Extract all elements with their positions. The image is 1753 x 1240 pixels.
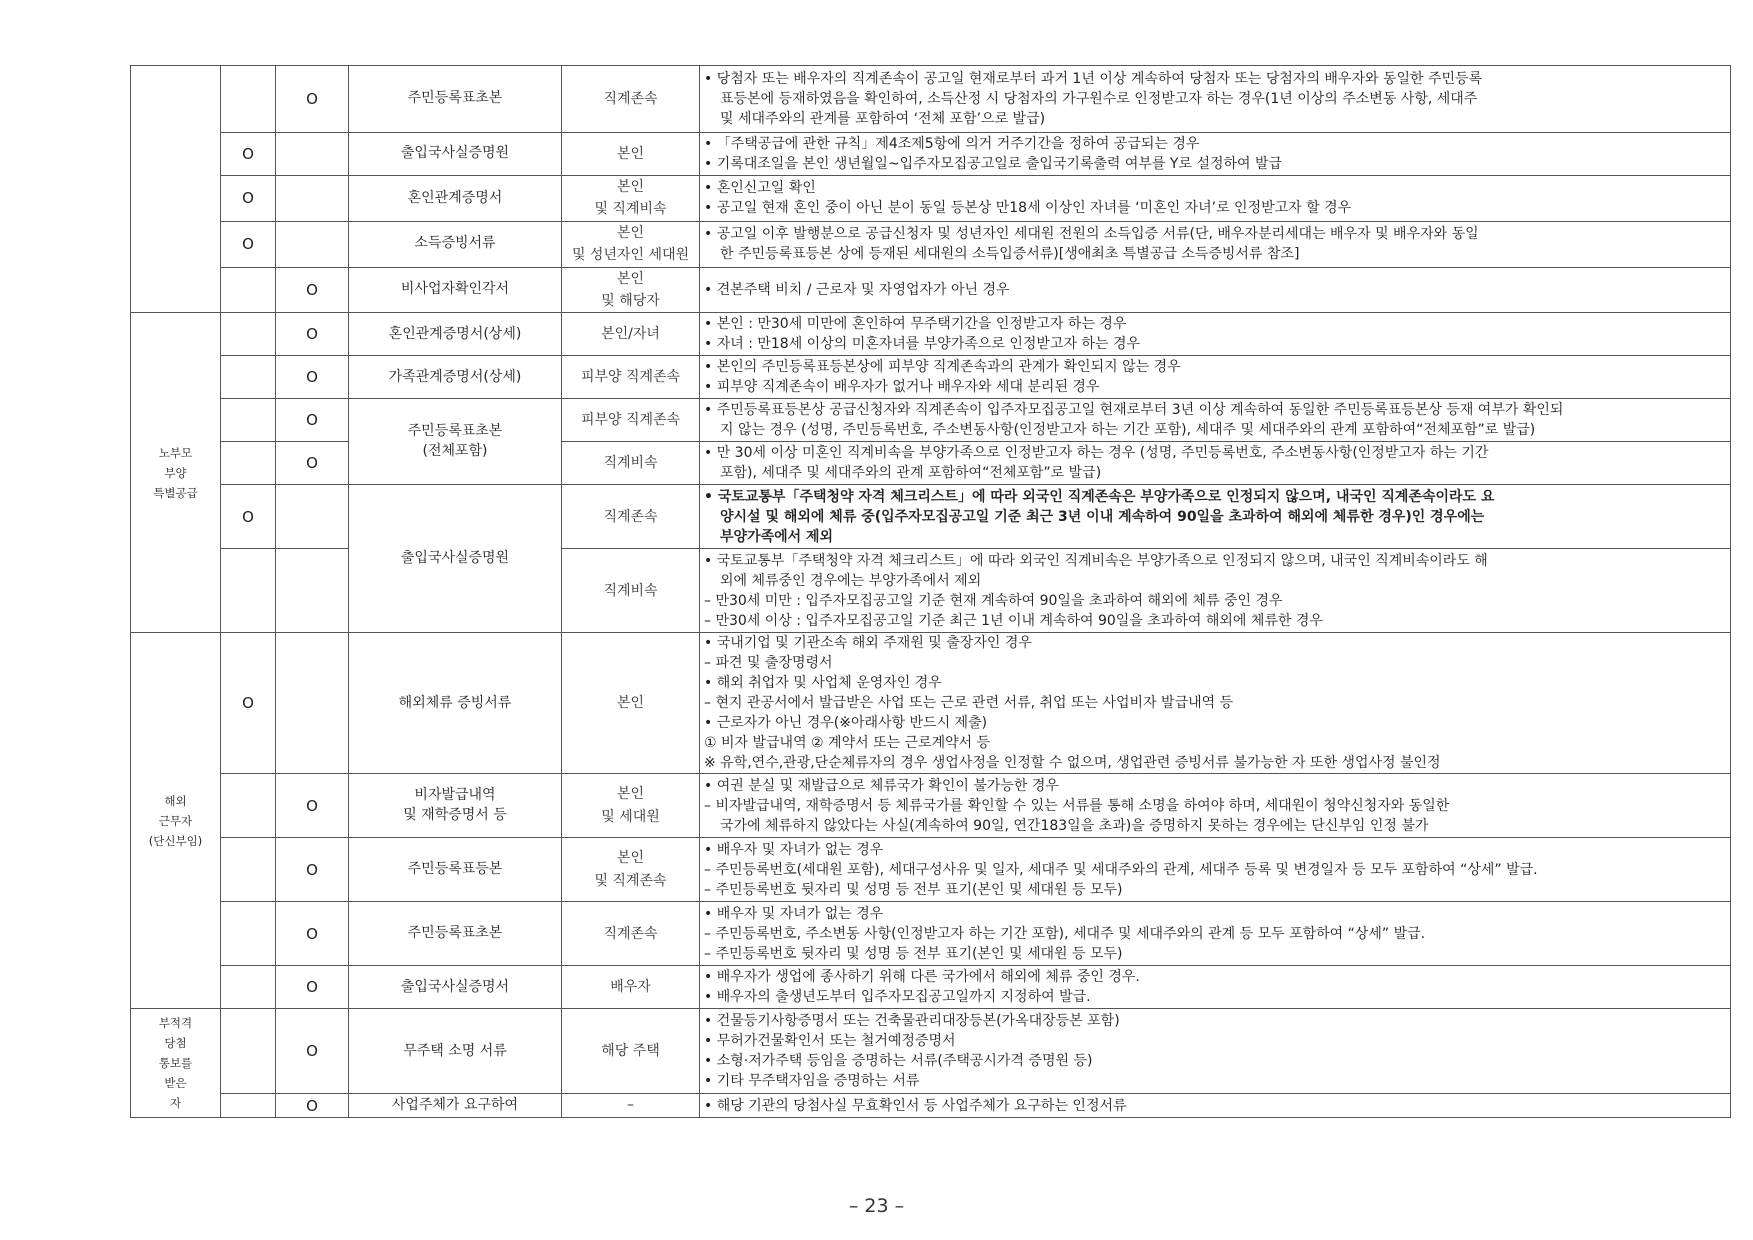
table-row [131,313,1731,356]
description-line: – 비자발급내역, 재학증명서 등 체류국가를 확인할 수 있는 서류를 통해 소명을 하여야 하며, 세대원이 청약신청자와 동일한 [704,797,1450,814]
description-line: • 공고일 이후 발행분으로 공급신청자 및 성년자인 세대원 전원의 소득입증 서류(단, 배우자분리세대는 배우자 및 배우자와 동일 [704,226,1479,243]
description-line: • 견본주택 비치 / 근로자 및 자영업자가 아닌 경우 [704,281,1010,298]
description-line: • 본인 : 만30세 미만에 혼인하여 무주택기간을 인정받고자 하는 경우 [704,316,1127,333]
description-line: • 당첨자 또는 배우자의 직계존속이 공고일 현재로부터 과거 1년 이상 계속하여 당첨자 또는 당첨자의 배우자와 동일한 주민등록 [704,71,1483,87]
description-line: • 소형·저가주택 등임을 증명하는 서류(주택공시가격 증명원 등) [704,1053,1093,1070]
subject-cell: 배우자 [562,966,700,1009]
mark-cell [221,313,276,356]
description-cell [700,485,1731,549]
mark-cell [276,133,349,176]
document-name: 해외체류 증빙서류 [349,633,562,774]
description-cell [700,902,1731,966]
description-line: • 해외 취업자 및 사업체 운영자인 경우 [704,675,942,692]
subject-cell: 본인 및 성년자인 세대원 [562,221,700,267]
document-name: 출입국사실증명원 [349,485,562,633]
description-line: • 공고일 현재 혼인 중이 아닌 분이 동일 등본상 만18세 이상인 자녀를 ‘미혼인 자녀’로 인정받고자 할 경우 [704,200,1352,217]
description-line: ① 비자 발급내역 ② 계약서 또는 근로계약서 등 [704,735,991,752]
description-line: ※ 유학,연수,관광,단순체류자의 경우 생업사정을 인정할 수 없으며, 생업관련 증빙서류 불가능한 자 또한 생업사정 불인정 [704,755,1441,772]
subject-cell: 본인 [562,633,700,774]
table-row [131,176,1731,222]
mark-cell [221,66,276,133]
description-line: • 건물등기사항증명서 또는 건축물관리대장등본(가옥대장등본 포함) [704,1013,1120,1030]
description-line: • 배우자의 출생년도부터 입주자모집공고일까지 지정하여 발급. [704,989,1091,1006]
description-cell [700,633,1731,774]
mark-cell: O [276,1094,349,1117]
table-row [131,66,1731,133]
mark-cell: O [276,1009,349,1094]
description-line: • 국토교통부「주택청약 자격 체크리스트」에 따라 외국인 직계존속은 부양가족으로 인정되지 않으며, 내국인 직계존속이라도 요 [704,488,1495,505]
description-line: – 주민등록번호 뒷자리 및 성명 등 전부 표기(본인 및 세대원 등 모두) [704,881,1123,898]
document-name: 주민등록표등본 [349,838,562,902]
document-name: 가족관계증명서(상세) [349,356,562,399]
subject-cell: 직계비속 [562,549,700,633]
mark-cell: O [221,221,276,267]
mark-cell: O [221,176,276,222]
description-line: 국가에 체류하지 않았다는 사실(계속하여 90일, 연간183일을 초과)을 증명하지 못하는 경우에는 단신부임 인정 불가 [720,817,1429,834]
document-name: 소득증빙서류 [349,221,562,267]
document-name: 비자발급내역 및 재학증명서 등 [349,774,562,838]
mark-cell [221,774,276,838]
document-name: 주민등록표초본 [349,902,562,966]
table-row [131,774,1731,838]
description-cell [700,221,1731,267]
mark-cell [221,399,276,442]
mark-cell: O [276,267,349,313]
description-line: – 현지 관공서에서 발급받은 사업 또는 근로 관련 서류, 취업 또는 사업비자 발급내역 등 [704,695,1234,712]
description-line: • 본인의 주민등록표등본상에 피부양 직계존속과의 관계가 확인되지 않는 경우 [704,359,1181,376]
mark-cell: O [276,966,349,1009]
description-line: • 여권 분실 및 재발급으로 체류국가 확인이 불가능한 경우 [704,777,1059,794]
mark-cell [276,549,349,633]
subject-cell: 직계존속 [562,902,700,966]
document-table [130,65,1731,1118]
subject-cell: 피부양 직계존속 [562,399,700,442]
mark-cell: O [221,133,276,176]
mark-cell [276,485,349,549]
description-cell [700,774,1731,838]
description-cell [700,133,1731,176]
document-name: 주민등록표초본 (전체포함) [349,399,562,485]
mark-cell [221,1094,276,1117]
document-name: 주민등록표초본 [349,66,562,133]
description-cell [700,399,1731,442]
mark-cell [276,176,349,222]
description-cell [700,1009,1731,1094]
category-cell: 노부모 부양 특별공급 [131,313,221,633]
description-line: • 기록대조일을 본인 생년월일~입주자모집공고일로 출입국기록출력 여부를 Y로 설정하여 발급 [704,156,1283,172]
description-cell [700,1094,1731,1117]
category-cell: 해외 근무자 (단신부임) [131,633,221,1009]
subject-cell: – [562,1094,700,1117]
category-cell [131,66,221,313]
description-line: • 만 30세 이상 미혼인 직계비속을 부양가족으로 인정받고자 하는 경우 (성명, 주민등록번호, 주소변동사항(인정받고자 하는 기간 [704,445,1489,462]
description-line: • 배우자 및 자녀가 없는 경우 [704,841,884,858]
document-name: 혼인관계증명서(상세) [349,313,562,356]
description-cell [700,838,1731,902]
description-line: • 기타 무주택자임을 증명하는 서류 [704,1073,920,1090]
description-cell [700,966,1731,1009]
mark-cell: O [276,313,349,356]
description-line: 표등본에 등재하였음을 확인하여, 소득산정 시 당첨자의 가구원수로 인정받고자 하는 경우(1년 이상의 주소변동 사항, 세대주 [720,91,1478,107]
table-row [131,1094,1731,1117]
table-row [131,1009,1731,1094]
description-cell [700,267,1731,313]
description-line: • 국토교통부「주택청약 자격 체크리스트」에 따라 외국인 직계비속은 부양가족으로 인정되지 않으며, 내국인 직계비속이라도 해 [704,552,1488,569]
description-line: • 「주택공급에 관한 규칙」제4조제5항에 의거 거주기간을 정하여 공급되는 경우 [704,136,1200,152]
table-row [131,356,1731,399]
description-line: 지 않는 경우 (성명, 주민등록번호, 주소변동사항(인정받고자 하는 기간 포함), 세대주 및 세대주와의 관계 포함하여“전체포함”로 발급) [720,422,1536,439]
table-row [131,633,1731,774]
description-line: • 피부양 직계존속이 배우자가 없거나 배우자와 세대 분리된 경우 [704,379,1100,396]
description-cell [700,356,1731,399]
subject-cell: 직계존속 [562,66,700,133]
description-line: 및 세대주와의 관계를 포함하여 ‘전체 포함’으로 발급) [720,111,1046,127]
mark-cell [221,966,276,1009]
subject-cell: 직계비속 [562,442,700,485]
description-line: 부양가족에서 제외 [720,528,834,545]
description-line: – 만30세 미만 : 입주자모집공고일 기준 현재 계속하여 90일을 초과하여 해외에 체류 중인 경우 [704,592,1283,609]
table-row [131,966,1731,1009]
mark-cell [276,633,349,774]
table-row [131,485,1731,549]
subject-cell: 본인/자녀 [562,313,700,356]
subject-cell: 본인 및 직계비속 [562,176,700,222]
document-name: 사업주체가 요구하여 [349,1094,562,1117]
page-number: – 23 – [848,1195,905,1217]
description-line: – 주민등록번호 뒷자리 및 성명 등 전부 표기(본인 및 세대원 등 모두) [704,945,1123,962]
mark-cell: O [276,356,349,399]
subject-cell: 해당 주택 [562,1009,700,1094]
table-row [131,902,1731,966]
description-cell [700,313,1731,356]
mark-cell [221,267,276,313]
description-cell [700,442,1731,485]
description-line: 외에 체류중인 경우에는 부양가족에서 제외 [720,572,982,589]
mark-cell: O [276,399,349,442]
description-line: – 주민등록번호(세대원 포함), 세대구성사유 및 일자, 세대주 및 세대주와의 관계, 세대주 등록 및 변경일자 등 모두 포함하여 “상세” 발급. [704,861,1538,878]
mark-cell [221,902,276,966]
description-cell [700,66,1731,133]
mark-cell: O [276,902,349,966]
description-line: • 해당 기관의 당첨사실 무효확인서 등 사업주체가 요구하는 인정서류 [704,1097,1127,1114]
subject-cell: 본인 [562,133,700,176]
mark-cell [276,221,349,267]
category-cell: 부적격 당첨 통보를 받은 자 [131,1009,221,1117]
mark-cell: O [276,838,349,902]
description-line: – 파견 및 출장명령서 [704,655,833,672]
description-line: • 혼인신고일 확인 [704,180,816,197]
table-row [131,838,1731,902]
document-name: 무주택 소명 서류 [349,1009,562,1094]
mark-cell: O [276,774,349,838]
description-line: – 주민등록번호, 주소변동 사항(인정받고자 하는 기간 포함), 세대주 및 세대주와의 관계 등 모두 포함하여 “상세” 발급. [704,925,1426,942]
description-line: 한 주민등록표등본 상에 등재된 세대원의 소득입증서류)[생애최초 특별공급 소득증빙서류 참조] [720,246,1300,263]
mark-cell [221,356,276,399]
document-name: 비사업자확인각서 [349,267,562,313]
mark-cell [221,549,276,633]
description-cell [700,176,1731,222]
subject-cell: 본인 및 직계존속 [562,838,700,902]
document-name: 출입국사실증명서 [349,966,562,1009]
description-line: • 자녀 : 만18세 이상의 미혼자녀를 부양가족으로 인정받고자 하는 경우 [704,336,1140,353]
table-row [131,267,1731,313]
subject-cell: 피부양 직계존속 [562,356,700,399]
table-row [131,133,1731,176]
mark-cell: O [221,485,276,549]
mark-cell: O [276,66,349,133]
document-name: 혼인관계증명서 [349,176,562,222]
mark-cell [221,442,276,485]
description-line: • 배우자 및 자녀가 없는 경우 [704,905,884,922]
mark-cell: O [276,442,349,485]
document-name: 출입국사실증명원 [349,133,562,176]
description-line: • 주민등록표등본상 공급신청자와 직계존속이 입주자모집공고일 현재로부터 3년 이상 계속하여 동일한 주민등록표등본상 등재 여부가 확인되 [704,402,1564,419]
description-line: • 근로자가 아닌 경우(※아래사항 반드시 제출) [704,715,988,732]
description-line: • 무허가건물확인서 또는 철거예정증명서 [704,1033,956,1050]
subject-cell: 직계존속 [562,485,700,549]
description-line: 양시설 및 해외에 체류 중(입주자모집공고일 기준 최근 3년 이내 계속하여 90일을 초과하여 해외에 체류한 경우)인 경우에는 [720,508,1485,525]
subject-cell: 본인 및 세대원 [562,774,700,838]
subject-cell: 본인 및 해당자 [562,267,700,313]
mark-cell: O [221,633,276,774]
mark-cell [221,838,276,902]
description-line: 포함), 세대주 및 세대주와의 관계 포함하여“전체포함”로 발급) [720,465,1102,482]
description-line: • 배우자가 생업에 종사하기 위해 다른 국가에서 해외에 체류 중인 경우. [704,969,1140,986]
description-line: • 국내기업 및 기관소속 해외 주재원 및 출장자인 경우 [704,635,1032,652]
table-row [131,399,1731,442]
description-line: – 만30세 이상 : 입주자모집공고일 기준 최근 1년 이내 계속하여 90일을 초과하여 해외에 체류한 경우 [704,612,1323,629]
table-row [131,221,1731,267]
description-cell [700,549,1731,633]
mark-cell [221,1009,276,1094]
